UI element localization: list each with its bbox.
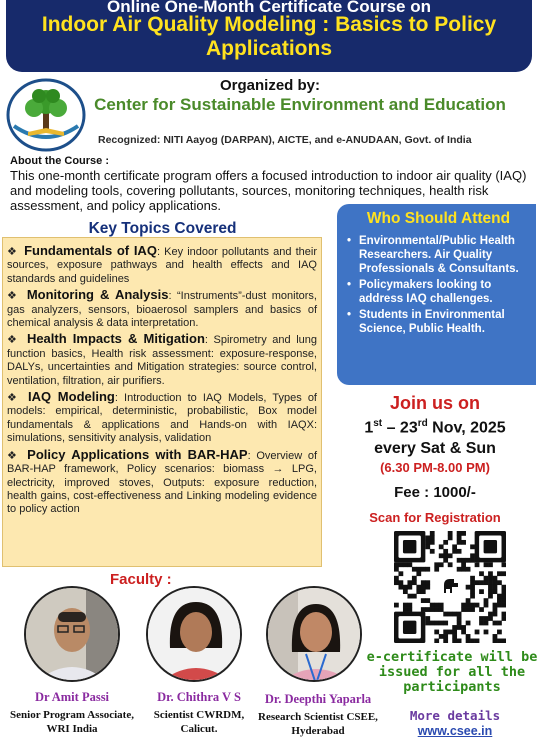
scan-registration-label: Scan for Registration	[369, 510, 501, 525]
topic-heading: Policy Applications with BAR-HAP	[27, 446, 248, 462]
diamond-bullet-icon: ❖	[7, 392, 20, 405]
bullet-dot-icon: •	[347, 235, 352, 247]
topic-text: : “Instruments”-dust monitors, gas analyzers, sensors, bioaerosol samplers and basics of chemical analysis & data interpretation.	[7, 290, 317, 330]
course-dates: 1st – 23rd Nov, 2025	[364, 418, 506, 437]
ecertificate-note: e-certificate will be issued for all the participants	[366, 649, 538, 695]
join-us-heading: Join us on	[390, 393, 480, 413]
course-title-line1: Indoor Air Quality Modeling : Basics to Policy	[41, 13, 497, 36]
diamond-bullet-icon: ❖	[7, 449, 20, 462]
key-topics-title: Key Topics Covered	[88, 220, 237, 237]
who-should-attend-title: Who Should Attend	[366, 210, 511, 227]
bullet-dot-icon: •	[347, 309, 352, 321]
about-heading: About the Course :	[10, 155, 109, 167]
topic-item	[7, 332, 317, 388]
organized-by-label: Organized by:	[219, 77, 320, 94]
faculty-role-2: Scientist CWRDM, Calicut.	[153, 709, 245, 735]
topic-text: : Key indoor pollutants and their sources, exposure pathways and health effects and IAQ standards and guidelines	[7, 246, 317, 285]
faculty-name-2: Dr. Chithra V S	[157, 690, 241, 704]
topic-heading: IAQ Modeling	[28, 389, 115, 405]
diamond-bullet-icon: ❖	[7, 246, 18, 258]
faculty-name-3: Dr. Deepthi Yaparla	[264, 692, 372, 706]
faculty-photo-3	[266, 586, 362, 682]
header-banner	[6, 0, 532, 72]
faculty-name-1: Dr Amit Passi	[34, 690, 110, 704]
audience-item: • Environmental/Public Health Researchers. Air Quality Professionals & Consultants.	[347, 235, 519, 275]
bullet-dot-icon: •	[347, 279, 352, 291]
recognition-text: Recognized: NITI Aayog (DARPAN), AICTE, and e-ANUDAAN, Govt. of India	[98, 134, 472, 146]
course-time: (6.30 PM-8.00 PM)	[380, 460, 490, 475]
faculty-title: Faculty :	[110, 571, 172, 588]
topic-text: : Introduction to IAQ Models, Types of models: empirical, deterministic, probabilistic, Box model fundamentals & applications and Hands-on with IAQX: simulations, sensitivity analysis, validation	[7, 392, 317, 445]
website-link[interactable]: www.csee.in	[417, 724, 493, 738]
faculty-role-3: Research Scientist CSEE, Hyderabad	[258, 711, 378, 737]
topic-heading: Health Impacts & Mitigation	[26, 331, 205, 347]
topic-item	[7, 288, 317, 330]
audience-item: • Policymakers looking to address IAQ challenges.	[347, 279, 493, 305]
course-fee: Fee : 1000/-	[394, 484, 476, 501]
audience-item: • Students in Environmental Science, Public Health.	[347, 309, 505, 335]
topic-item	[7, 390, 317, 446]
topic-item	[7, 448, 317, 517]
more-details-label: More details	[409, 708, 501, 723]
topic-text: : Overview of BAR-HAP framework, Policy scenarios: biomass → LPG, electricity, improved stoves, Outputs: exposure reduction, health gains, cost-effectiveness and Linking modeling evidence to policy action	[7, 449, 318, 516]
registration-qr-code[interactable]	[394, 531, 506, 643]
organizer-name: Center for Sustainable Environment and Education	[94, 95, 506, 114]
faculty-photo-2	[146, 586, 242, 682]
key-topics-panel	[2, 237, 322, 567]
course-pretitle: Online One-Month Certificate Course on	[107, 0, 431, 16]
topic-text: : Spirometry and lung function basics, Health risk assessment: exposure-response, DALYs, uncertainties and Mitigation strategies: source control, ventilation, filtration, air purifiers.	[7, 334, 317, 387]
topic-heading: Monitoring & Analysis	[26, 287, 169, 303]
who-should-attend-panel	[337, 204, 536, 385]
diamond-bullet-icon: ❖	[7, 334, 20, 347]
about-text: This one-month certificate program offers a focused introduction to indoor air quality (IAQ) and modeling tools, covering pollutants, sources, monitoring techniques, health risk assessment, and policy applications.	[10, 168, 527, 213]
topic-heading: Fundamentals of IAQ	[24, 243, 157, 258]
course-title-line2: Applications	[205, 37, 332, 60]
diamond-bullet-icon: ❖	[7, 290, 20, 303]
course-days: every Sat & Sun	[374, 440, 496, 457]
topic-item	[7, 244, 317, 286]
faculty-role-1: Senior Program Associate, WRI India	[10, 709, 134, 735]
faculty-photo-1	[24, 586, 120, 682]
